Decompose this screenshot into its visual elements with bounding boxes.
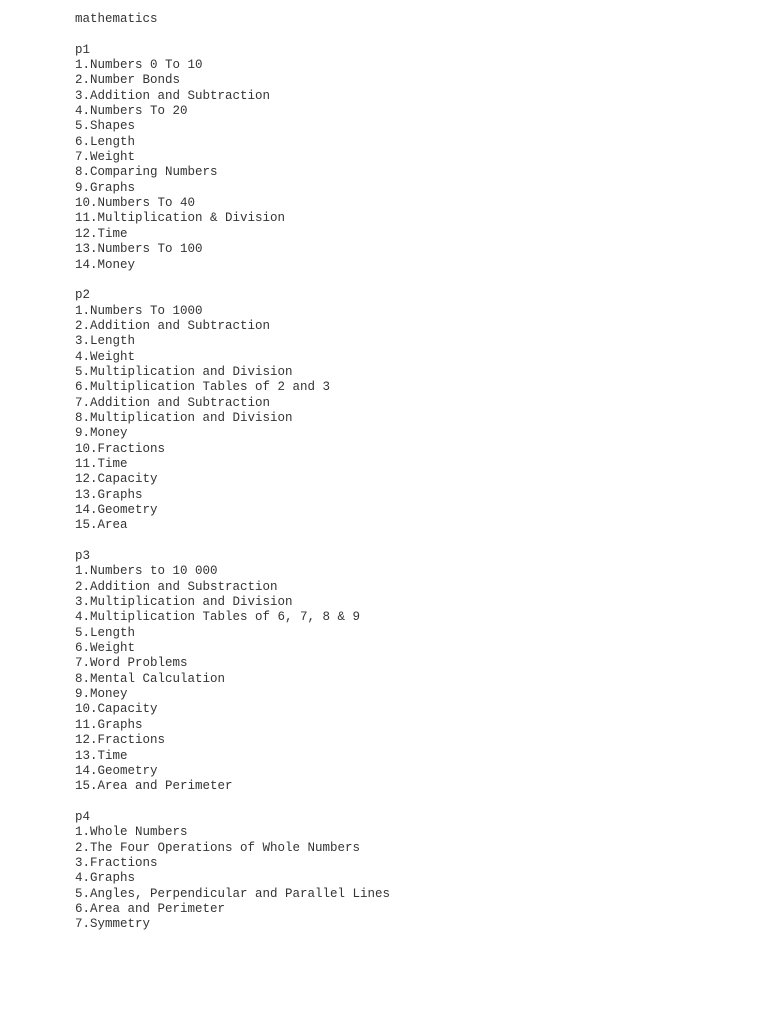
list-item: 3.Addition and Subtraction (75, 88, 271, 103)
list-item: 10.Fractions (75, 441, 166, 456)
list-item: 15.Area (75, 518, 128, 533)
list-item: 4.Multiplication Tables of 6, 7, 8 & 9 (75, 610, 361, 625)
list-item: 14.Geometry (75, 503, 158, 517)
list-item: 13.Numbers To 100 (75, 242, 203, 257)
list-item: 11.Multiplication & Division (75, 211, 286, 226)
list-item: 12.Fractions (75, 733, 166, 748)
spacer (75, 795, 755, 810)
section-heading: p1 (75, 42, 91, 57)
list-item: 11.Time (75, 456, 128, 471)
list-item: 5.Length (75, 625, 136, 640)
section-p1 (75, 43, 755, 273)
list-item: 8.Mental Calculation (75, 671, 226, 686)
list-item: 3.Multiplication and Division (75, 595, 293, 610)
list-item: 7.Symmetry (75, 917, 151, 932)
section-heading: p3 (75, 549, 91, 564)
list-item: 1.Numbers To 1000 (75, 303, 203, 318)
section-p3 (75, 549, 755, 795)
list-item: 12.Time (75, 226, 128, 241)
list-item: 11.Graphs (75, 717, 143, 732)
list-item: 3.Length (75, 334, 136, 349)
list-item: 7.Weight (75, 150, 136, 165)
section-p2 (75, 288, 755, 534)
list-item: 2.Number Bonds (75, 73, 181, 88)
list-item: 1.Whole Numbers (75, 825, 188, 840)
section-p4 (75, 810, 755, 933)
list-item: 4.Graphs (75, 871, 136, 886)
list-item: 8.Comparing Numbers (75, 165, 218, 180)
list-item: 6.Length (75, 134, 136, 149)
list-item: 14.Geometry (75, 763, 158, 778)
list-item: 6.Multiplication Tables of 2 and 3 (75, 380, 331, 395)
list-item: 9.Money (75, 687, 128, 702)
list-item: 4.Numbers To 20 (75, 104, 188, 119)
list-item: 2.The Four Operations of Whole Numbers (75, 840, 361, 855)
list-item: 9.Graphs (75, 180, 136, 195)
list-item: 4.Weight (75, 349, 136, 364)
spacer (75, 534, 755, 549)
list-item: 2.Addition and Substraction (75, 579, 278, 594)
section-heading: p2 (75, 288, 91, 303)
list-item: 5.Multiplication and Division (75, 364, 293, 379)
list-item: 7.Addition and Subtraction (75, 395, 271, 410)
list-item: 10.Capacity (75, 702, 158, 717)
list-item: 5.Angles, Perpendicular and Parallel Lines (75, 886, 391, 901)
list-item: 8.Multiplication and Division (75, 410, 293, 425)
list-item: 3.Fractions (75, 855, 158, 870)
list-item: 6.Area and Perimeter (75, 901, 226, 916)
list-item: 10.Numbers To 40 (75, 196, 196, 211)
list-item: 2.Addition and Subtraction (75, 318, 271, 333)
list-item: 5.Shapes (75, 119, 136, 134)
list-item: 12.Capacity (75, 472, 158, 487)
list-item: 1.Numbers 0 To 10 (75, 58, 203, 73)
list-item: 7.Word Problems (75, 656, 188, 671)
list-item: 14.Money (75, 257, 136, 272)
list-item: 9.Money (75, 426, 128, 441)
document-title: mathematics (75, 12, 158, 26)
list-item: 6.Weight (75, 641, 136, 656)
spacer (75, 273, 755, 288)
spacer (75, 27, 755, 42)
list-item: 15.Area and Perimeter (75, 779, 233, 794)
section-heading: p4 (75, 809, 91, 824)
list-item: 1.Numbers to 10 000 (75, 564, 218, 579)
document-page (75, 12, 755, 933)
list-item: 13.Time (75, 748, 128, 763)
list-item: 13.Graphs (75, 487, 143, 502)
